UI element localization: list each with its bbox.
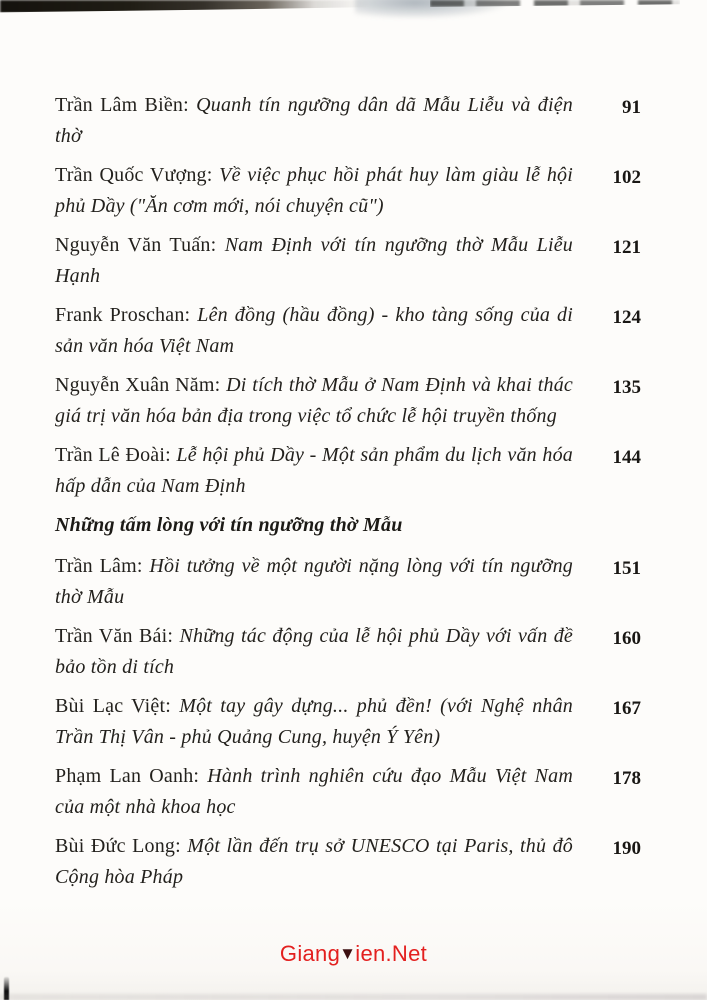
toc-page-number: 124	[612, 307, 641, 328]
toc-entry	[55, 551, 641, 613]
toc-entry-text	[55, 300, 573, 362]
watermark-text-left: Giang	[279, 941, 341, 966]
toc-page-number: 178	[612, 768, 641, 789]
toc-page-number: 167	[612, 698, 641, 719]
toc-page-number: 151	[612, 558, 641, 579]
toc-page-number: 144	[612, 447, 641, 468]
toc-page-number: 91	[622, 97, 641, 118]
toc-author: Frank Proschan:	[55, 304, 191, 326]
toc-entry-text	[55, 691, 573, 753]
toc-author: Trần Quốc Vượng:	[55, 164, 213, 186]
toc-title: Hồi tưởng về một người nặng lòng với tín ngưỡng thờ Mẫu	[55, 555, 574, 608]
toc-entry-text	[55, 551, 573, 613]
toc-entry	[55, 370, 641, 432]
toc-author: Phạm Lan Oanh:	[55, 765, 200, 787]
toc-list	[55, 90, 641, 901]
toc-entry	[55, 90, 641, 152]
toc-author: Bùi Đức Long:	[55, 835, 181, 857]
toc-title: Di tích thờ Mẫu ở Nam Định và khai thác giá trị văn hóa bản địa trong việc tổ chức lễ hội truyền thống	[55, 374, 574, 427]
toc-title: Lên đồng (hầu đồng) - kho tàng sống của di sản văn hóa Việt Nam	[55, 304, 574, 357]
toc-entry	[55, 300, 641, 362]
toc-title: Lễ hội phủ Dầy - Một sản phẩm du lịch văn hóa hấp dẫn của Nam Định	[55, 444, 573, 497]
toc-title: Quanh tín ngưỡng dân dã Mẫu Liễu và điện thờ	[55, 94, 573, 147]
toc-author: Nguyễn Xuân Năm:	[55, 374, 221, 396]
toc-page-number: 190	[612, 838, 641, 859]
toc-author: Trần Văn Bái:	[55, 625, 174, 647]
toc-entry-text	[55, 90, 573, 152]
toc-entry-text	[55, 370, 573, 432]
scan-artifact-top-band	[0, 0, 370, 13]
toc-entry-text	[55, 831, 573, 893]
toc-entry-text	[55, 621, 573, 683]
toc-entry	[55, 160, 641, 222]
toc-title: Nam Định với tín ngưỡng thờ Mẫu Liễu Hạnh	[55, 234, 574, 287]
toc-page-number: 135	[612, 377, 641, 398]
toc-author: Bùi Lạc Việt:	[55, 695, 171, 717]
toc-title: Về việc phục hồi phát huy làm giàu lễ hội phủ Dầy ("Ăn cơm mới, nói chuyện cũ")	[55, 164, 573, 217]
toc-entry-text	[55, 761, 573, 823]
toc-author: Trần Lâm:	[55, 555, 143, 577]
toc-page-number: 121	[612, 237, 641, 258]
toc-author: Trần Lê Đoài:	[55, 444, 171, 466]
watermark-text-right: ien.Net	[355, 941, 428, 966]
toc-page-number: 102	[612, 167, 641, 188]
toc-title: Một tay gây dựng... phủ đền! (với Nghệ nhân Trần Thị Vân - phủ Quảng Cung, huyện Ý Yên)	[55, 695, 573, 748]
toc-entry	[55, 621, 641, 683]
toc-entry-text	[55, 160, 573, 222]
toc-entry	[55, 761, 641, 823]
scan-artifact-top-text-remnant	[430, 0, 680, 7]
toc-entry	[55, 691, 641, 753]
toc-entry	[55, 230, 641, 292]
toc-section-heading: Những tấm lòng với tín ngưỡng thờ Mẫu	[55, 514, 403, 536]
toc-entry	[55, 440, 641, 502]
watermark-triangle-icon: ▼	[339, 944, 357, 963]
toc-entry	[55, 831, 641, 893]
watermark	[0, 941, 707, 967]
toc-title: Một lần đến trụ sở UNESCO tại Paris, thủ đô Cộng hòa Pháp	[55, 835, 574, 888]
toc-page-number: 160	[612, 628, 641, 649]
toc-author: Nguyễn Văn Tuấn:	[55, 234, 217, 256]
toc-title: Hành trình nghiên cứu đạo Mẫu Việt Nam của một nhà khoa học	[55, 765, 574, 818]
toc-title: Những tác động của lễ hội phủ Dầy với vấn đề bảo tồn di tích	[55, 625, 574, 678]
toc-entry-text	[55, 440, 573, 502]
toc-author: Trần Lâm Biền:	[55, 94, 189, 116]
scan-artifact-bottom-edge	[0, 994, 707, 1000]
toc-entry-text	[55, 230, 573, 292]
